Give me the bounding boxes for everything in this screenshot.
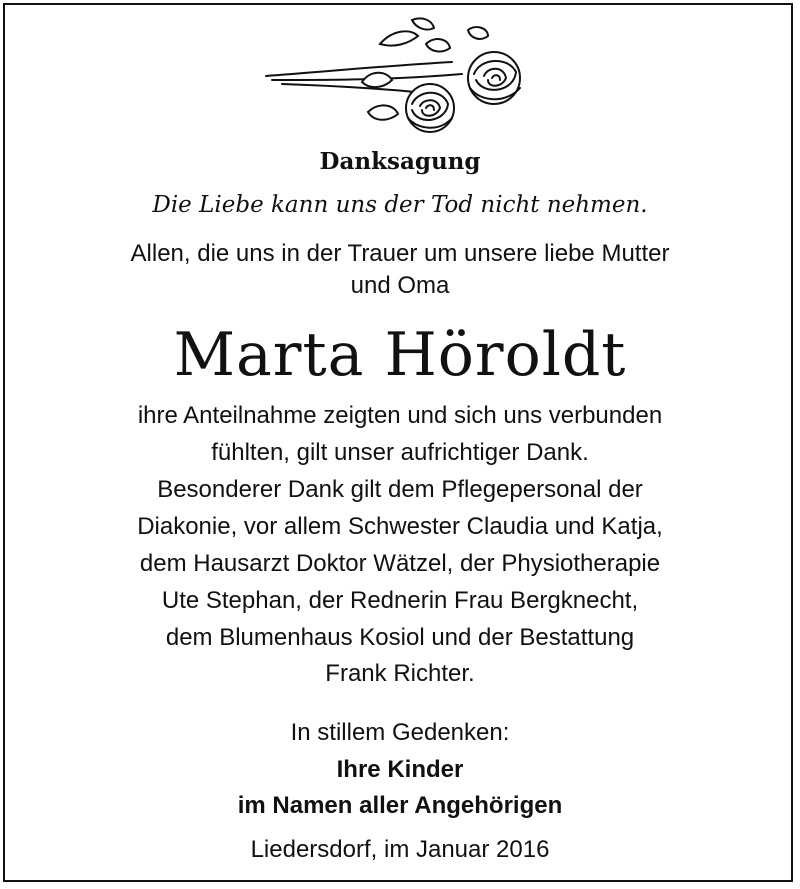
body-line: ihre Anteilnahme zeigten und sich uns verbunden bbox=[137, 402, 663, 429]
body-line: Diakonie, vor allem Schwester Claudia und Katja, bbox=[137, 513, 663, 540]
signatory: Ihre Kinder bbox=[336, 756, 464, 783]
heading: Danksagung bbox=[319, 148, 481, 175]
body-line: Besonderer Dank gilt dem Pflegepersonal der bbox=[157, 476, 643, 503]
body-line: Frank Richter. bbox=[325, 660, 475, 687]
body-line: Ute Stephan, der Rednerin Frau Bergknecht, bbox=[161, 587, 639, 614]
intro-line: Allen, die uns in der Trauer um unsere liebe Mutter bbox=[130, 240, 670, 267]
place-date: Liedersdorf, im Januar 2016 bbox=[250, 836, 550, 863]
body-line: dem Blumenhaus Kosiol und der Bestattung bbox=[165, 624, 635, 651]
roses-icon bbox=[262, 14, 530, 140]
signatory: im Namen aller Angehörigen bbox=[237, 792, 563, 819]
body-line: dem Hausarzt Doktor Wätzel, der Physiotherapie bbox=[139, 550, 661, 577]
body-line: fühlten, gilt unser aufrichtiger Dank. bbox=[211, 439, 589, 466]
motto: Die Liebe kann uns der Tod nicht nehmen. bbox=[152, 192, 648, 218]
closing: In stillem Gedenken: bbox=[290, 719, 510, 746]
intro-line: und Oma bbox=[350, 272, 450, 299]
deceased-name: Marta Höroldt bbox=[173, 320, 627, 390]
